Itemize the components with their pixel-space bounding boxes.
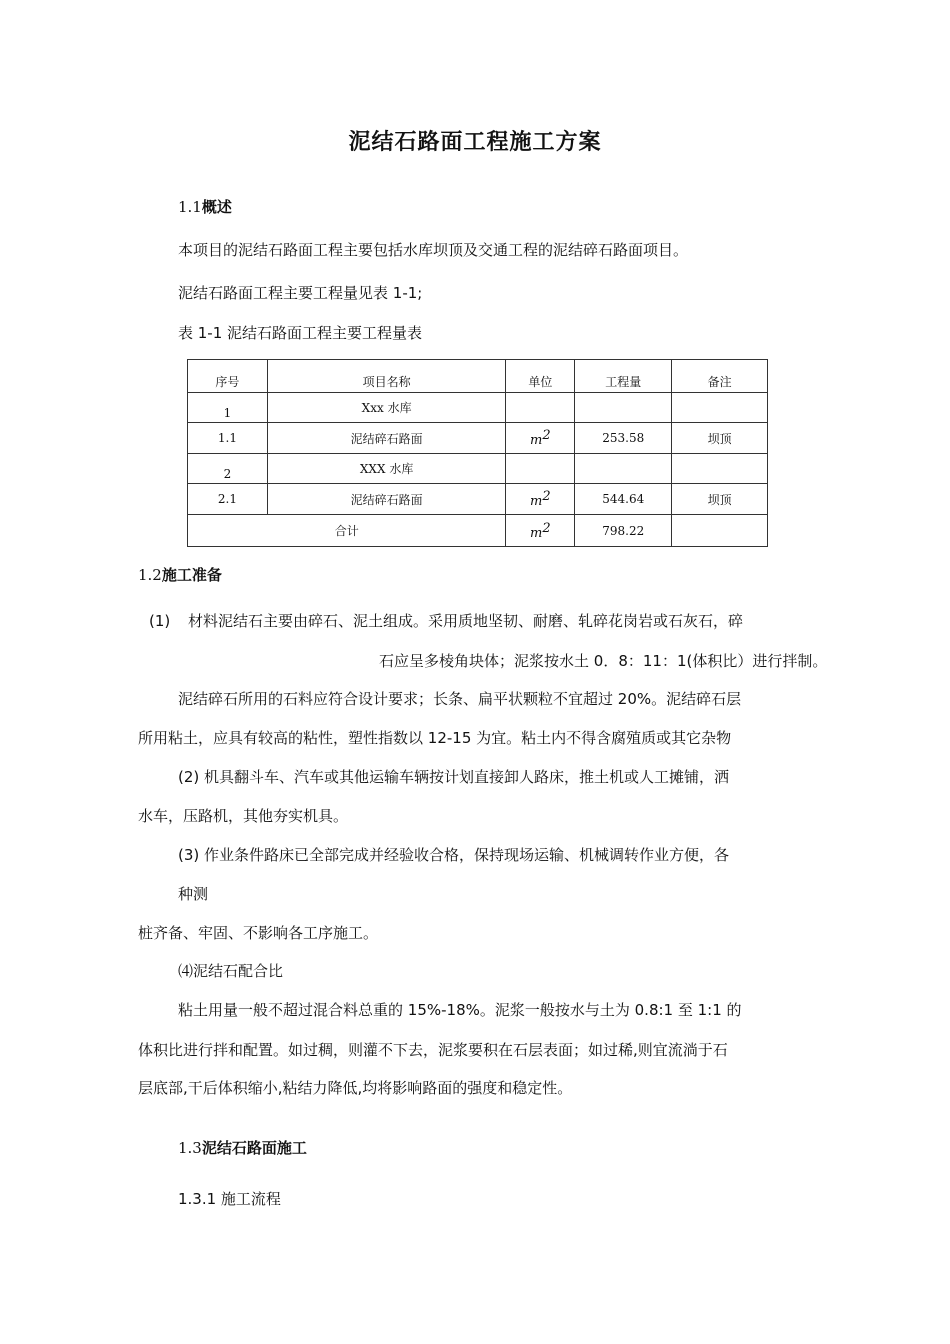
unit-symbol: m <box>530 433 543 448</box>
item-3-line-1: (3) 作业条件路床已全部完成并经验收合格，保持现场运输、机械调转作业方便，各 <box>178 846 730 864</box>
cell-note <box>672 393 768 423</box>
section-number: 1.1 <box>178 198 202 216</box>
page-title: 泥结石路面工程施工方案 <box>348 129 602 155</box>
header-cell: 工程量 <box>575 360 672 393</box>
table-total-row <box>188 515 768 547</box>
cell-note <box>672 515 768 547</box>
section-title: 施工准备 <box>161 566 222 584</box>
item-2-line-1: (2) 机具翻斗车、汽车或其他运输车辆按计划直接卸人路床，推土机或人工摊铺，洒 <box>178 768 730 786</box>
cell-name: XXX 水库 <box>267 454 506 484</box>
unit-exponent: 2 <box>542 489 551 504</box>
paragraph-stone-line-2: 所用粘土，应具有较高的粘性，塑性指数以 12-15 为宜。粘土内不得含腐殖质或其它杂物 <box>138 729 732 747</box>
item-3-line-2: 种测 <box>178 885 209 903</box>
item-4-heading: ⑷泥结石配合比 <box>178 962 284 980</box>
paragraph-mix-line-1: 粘土用量一般不超过混合料总重的 15%-18%。泥浆一般按水与土为 0.8:1 至 1:1 的 <box>178 1001 742 1019</box>
item-1-line-2: 石应呈多棱角块体；泥浆按水土 0．8：11：1(体积比）进行拌制。 <box>379 652 828 670</box>
paragraph-overview: 本项目的泥结石路面工程主要包括水库坝顶及交通工程的泥结碎石路面项目。 <box>178 241 689 259</box>
cell-unit <box>506 423 575 454</box>
cell-name: 泥结碎石路面 <box>267 423 506 454</box>
section-heading-1-3 <box>178 1137 307 1158</box>
paragraph-stone-line-1: 泥结碎石所用的石料应符合设计要求；长条、扁平状颗粒不宜超过 20%。泥结碎石层 <box>178 690 742 708</box>
unit-exponent: 2 <box>542 520 551 536</box>
cell-qty: 253.58 <box>575 423 672 454</box>
paragraph-mix-line-2: 体积比进行拌和配置。如过稠，则灌不下去，泥浆要积在石层表面；如过稀,则宜流淌于石 <box>138 1041 728 1059</box>
cell-unit <box>506 393 575 423</box>
unit-symbol: m <box>530 525 543 541</box>
list-marker-1: (1) <box>149 612 171 630</box>
cell-qty <box>575 393 672 423</box>
cell-no: 2.1 <box>188 484 268 515</box>
item-2-line-2: 水车，压路机，其他夯实机具。 <box>138 807 349 825</box>
cell-note <box>672 454 768 484</box>
total-label: 合计 <box>188 515 506 547</box>
unit-exponent: 2 <box>542 428 551 443</box>
cell-no: 1.1 <box>188 423 268 454</box>
cell-no: 2 <box>188 454 268 484</box>
cell-qty <box>575 454 672 484</box>
paragraph-mix-line-3: 层底部,干后体积缩小,粘结力降低,均将影响路面的强度和稳定性。 <box>138 1079 573 1097</box>
section-number: 1.2 <box>138 566 162 584</box>
table-row <box>188 454 768 484</box>
section-number: 1.3 <box>178 1139 202 1157</box>
item-3-line-3: 桩齐备、牢固、不影响各工序施工。 <box>138 924 379 942</box>
section-title: 概述 <box>201 198 232 216</box>
section-heading-1-2 <box>138 564 222 585</box>
table-row <box>188 423 768 454</box>
header-cell: 单位 <box>506 360 575 393</box>
cell-unit <box>506 454 575 484</box>
table-row <box>188 484 768 515</box>
header-cell: 序号 <box>188 360 268 393</box>
cell-unit <box>506 484 575 515</box>
section-title: 泥结石路面施工 <box>201 1139 307 1157</box>
unit-symbol: m <box>530 494 543 509</box>
paragraph-table-ref: 泥结石路面工程主要工程量见表 1-1; <box>178 284 423 302</box>
header-cell: 项目名称 <box>267 360 506 393</box>
header-cell: 备注 <box>672 360 768 393</box>
quantity-table <box>187 359 768 547</box>
table-caption: 表 1-1 泥结石路面工程主要工程量表 <box>178 324 423 342</box>
subsection-heading-1-3-1: 1.3.1 施工流程 <box>178 1190 281 1208</box>
cell-qty: 544.64 <box>575 484 672 515</box>
cell-unit <box>506 515 575 547</box>
cell-name: Xxx 水库 <box>267 393 506 423</box>
total-qty: 798.22 <box>575 515 672 547</box>
cell-note: 坝顶 <box>672 423 768 454</box>
cell-no: 1 <box>188 393 268 423</box>
cell-note: 坝顶 <box>672 484 768 515</box>
section-heading-1-1 <box>178 196 232 217</box>
item-1-line-1: 材料泥结石主要由碎石、泥土组成。采用质地坚韧、耐磨、轧碎花岗岩或石灰石，碎 <box>188 612 744 630</box>
table-row <box>188 393 768 423</box>
cell-name: 泥结碎石路面 <box>267 484 506 515</box>
table-header-row <box>188 360 768 393</box>
